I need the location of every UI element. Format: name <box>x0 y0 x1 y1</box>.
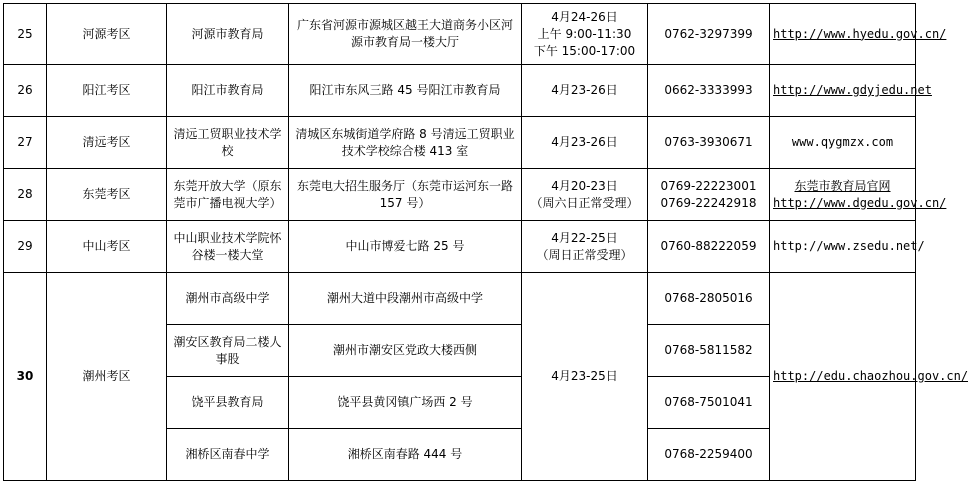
exam-area: 中山考区 <box>47 221 167 273</box>
date-line: 4月20-23日 <box>551 178 618 193</box>
exam-area: 清远考区 <box>47 117 167 169</box>
phone: 0762-3297399 <box>648 4 770 65</box>
phone: 0662-3333993 <box>648 65 770 117</box>
date-cell <box>522 4 648 65</box>
website-text: www.qygmzx.com <box>791 135 894 149</box>
venue-address: 中山市博爱七路 25 号 <box>289 221 522 273</box>
row-number: 26 <box>4 65 47 117</box>
date-note: （周日正常受理） <box>536 247 633 262</box>
venue-name: 清远工贸职业技术学校 <box>167 117 289 169</box>
date-cell: 4月23-25日 <box>522 273 648 481</box>
row-number: 27 <box>4 117 47 169</box>
time-line: 下午 15:00-17:00 <box>533 43 636 58</box>
row-number: 25 <box>4 4 47 65</box>
venue-address: 湘桥区南春路 444 号 <box>289 429 522 481</box>
phone-cell <box>648 169 770 221</box>
table-row <box>4 65 916 117</box>
venue-name: 潮安区教育局二楼人事股 <box>167 325 289 377</box>
venue-name: 河源市教育局 <box>167 4 289 65</box>
exam-area: 河源考区 <box>47 4 167 65</box>
exam-area: 阳江考区 <box>47 65 167 117</box>
phone: 0760-88222059 <box>648 221 770 273</box>
venue-address: 饶平县黄冈镇广场西 2 号 <box>289 377 522 429</box>
website-link[interactable]: http://www.gdyjedu.net <box>773 83 932 97</box>
website-link[interactable]: http://www.hyedu.gov.cn/ <box>773 26 947 41</box>
date-cell: 4月23-26日 <box>522 117 648 169</box>
website-cell <box>770 169 947 221</box>
exam-area: 东莞考区 <box>47 169 167 221</box>
venue-name: 阳江市教育局 <box>167 65 289 117</box>
row-number: 30 <box>4 273 47 481</box>
row-number: 29 <box>4 221 47 273</box>
date-cell <box>522 221 648 273</box>
website-cell <box>770 273 968 481</box>
venue-name: 湘桥区南春中学 <box>167 429 289 481</box>
website-link-label[interactable]: 东莞市教育局官网 <box>794 178 891 193</box>
venue-address: 清城区东城街道学府路 8 号清远工贸职业技术学校综合楼 413 室 <box>289 117 522 169</box>
phone: 0763-3930671 <box>648 117 770 169</box>
venue-address: 潮州市潮安区党政大楼西侧 <box>289 325 522 377</box>
date-note: （周六日正常受理） <box>530 195 639 210</box>
venue-address: 东莞电大招生服务厅（东莞市运河东一路 157 号） <box>289 169 522 221</box>
phone: 0768-2259400 <box>648 429 770 481</box>
website-cell <box>770 4 947 65</box>
venue-address: 阳江市东风三路 45 号阳江市教育局 <box>289 65 522 117</box>
date-line: 4月24-26日 <box>551 9 618 24</box>
phone: 0768-7501041 <box>648 377 770 429</box>
phone: 0768-2805016 <box>648 273 770 325</box>
phone: 0769-22223001 <box>660 178 757 193</box>
phone: 0768-5811582 <box>648 325 770 377</box>
venue-name: 潮州市高级中学 <box>167 273 289 325</box>
date-line: 4月22-25日 <box>551 230 618 245</box>
row-number: 28 <box>4 169 47 221</box>
table-row <box>4 221 916 273</box>
exam-area: 潮州考区 <box>47 273 167 481</box>
venue-name: 东莞开放大学（原东莞市广播电视大学） <box>167 169 289 221</box>
website-cell <box>770 117 916 169</box>
venue-name: 饶平县教育局 <box>167 377 289 429</box>
date-cell: 4月23-26日 <box>522 65 648 117</box>
exam-venue-table <box>3 3 968 481</box>
phone: 0769-22242918 <box>660 195 757 210</box>
venue-address: 广东省河源市源城区越王大道商务小区河源市教育局一楼大厅 <box>289 4 522 65</box>
time-line: 上午 9:00-11:30 <box>537 26 632 41</box>
table-row <box>4 4 916 65</box>
website-cell <box>770 221 925 273</box>
date-cell <box>522 169 648 221</box>
table-row <box>4 169 916 221</box>
website-text: http://www.zsedu.net/ <box>773 239 925 253</box>
table-row <box>4 117 916 169</box>
website-link[interactable]: http://edu.chaozhou.gov.cn/ <box>773 369 968 383</box>
website-cell <box>770 65 932 117</box>
website-link[interactable]: http://www.dgedu.gov.cn/ <box>773 195 947 210</box>
venue-address: 潮州大道中段潮州市高级中学 <box>289 273 522 325</box>
table-row <box>4 273 916 325</box>
venue-name: 中山职业技术学院怀谷楼一楼大堂 <box>167 221 289 273</box>
